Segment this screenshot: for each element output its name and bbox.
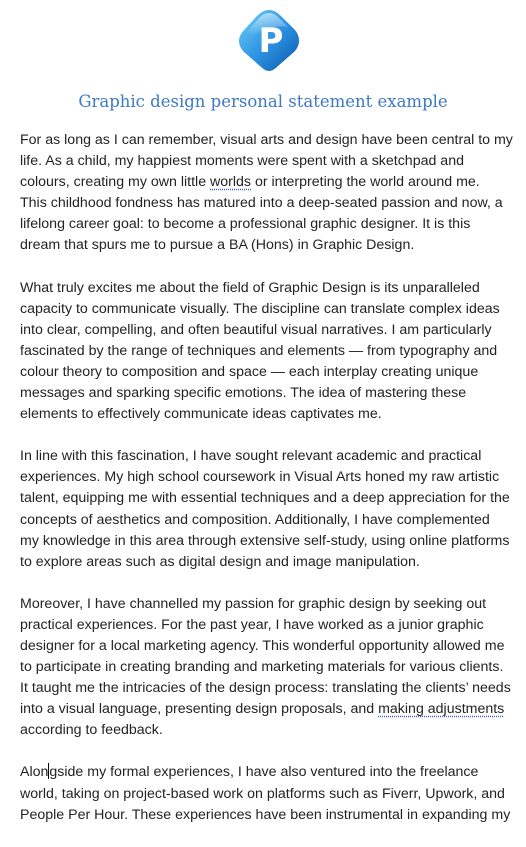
text-line xyxy=(20,193,524,214)
text-segment: into clear, compelling, and often beautiful visual narratives. I am particularly xyxy=(20,321,492,338)
text-line xyxy=(20,805,524,826)
text-segment: according to feedback. xyxy=(20,722,163,739)
text-segment: talent, equipping me with essential techniques and a deep appreciation for the xyxy=(20,490,510,507)
text-line xyxy=(20,531,524,552)
text-segment: Alon xyxy=(20,764,49,781)
text-line xyxy=(20,320,524,341)
text-segment: People Per Hour. These experiences have been instrumental in expanding my xyxy=(20,806,511,823)
paragraph-2 xyxy=(20,278,524,426)
text-line xyxy=(20,615,524,636)
text-line xyxy=(20,151,524,172)
text-segment: dream that spurs me to pursue a BA (Hons) in Graphic Design. xyxy=(20,237,415,254)
text-line xyxy=(20,657,524,678)
text-line xyxy=(20,214,524,235)
text-segment: into a visual language, presenting design proposals, and xyxy=(20,701,379,718)
paragraph-4 xyxy=(20,594,524,742)
text-line xyxy=(20,172,524,193)
logo-letter: P xyxy=(258,21,284,61)
text-line xyxy=(20,383,524,404)
p-diamond-logo-icon xyxy=(238,8,300,72)
document-body[interactable] xyxy=(20,130,524,847)
text-line xyxy=(20,362,524,383)
text-segment: This childhood fondness has matured into a deep-seated passion and now, a xyxy=(20,195,503,212)
text-segment: concepts of aesthetics and composition. Additionally, I have complemented xyxy=(20,511,490,528)
text-segment: colours, creating my own little xyxy=(20,174,211,191)
text-line xyxy=(20,130,524,151)
text-segment: gside my formal experiences, I have also ventured into the freelance xyxy=(49,764,479,781)
text-segment: my knowledge in this area through extensive self-study, using online platforms xyxy=(20,532,510,549)
text-segment: In line with this fascination, I have sought relevant academic and practical xyxy=(20,448,482,465)
text-segment: life. As a child, my happiest moments were spent with a sketchpad and xyxy=(20,153,464,170)
text-segment: colour theory to composition and space — each interplay creating unique xyxy=(20,363,479,380)
text-segment: experiences. My high school coursework in Visual Arts honed my raw artistic xyxy=(20,469,500,486)
text-line xyxy=(20,720,524,741)
text-line xyxy=(20,404,524,425)
text-line xyxy=(20,678,524,699)
document-title: Graphic design personal statement example xyxy=(78,92,448,111)
text-segment: It taught me the intricacies of the design process: translating the clients’ needs xyxy=(20,680,511,697)
paragraph-3 xyxy=(20,446,524,573)
spellcheck-flagged-text: worlds xyxy=(210,174,252,191)
text-segment: fascinated by the range of techniques and elements — from typography and xyxy=(20,342,498,359)
text-line xyxy=(20,636,524,657)
text-segment: or interpreting the world around me. xyxy=(251,174,480,191)
text-segment: elements to effectively communicate ideas captivates me. xyxy=(20,406,382,423)
text-line xyxy=(20,467,524,488)
text-line xyxy=(20,446,524,467)
text-line xyxy=(20,699,524,720)
text-line xyxy=(20,594,524,615)
text-line xyxy=(20,278,524,299)
text-line xyxy=(20,784,524,805)
text-line xyxy=(20,341,524,362)
paragraph-1 xyxy=(20,130,524,257)
text-line xyxy=(20,762,524,783)
text-segment: messages and sparking specific emotions. The idea of mastering these xyxy=(20,385,467,402)
text-line xyxy=(20,299,524,320)
text-segment: capacity to communicate visually. The discipline can translate complex ideas xyxy=(20,300,500,317)
text-segment: practical experiences. For the past year, I have worked as a junior graphic xyxy=(20,616,484,633)
text-line xyxy=(20,235,524,256)
text-segment: Moreover, I have channelled my passion for graphic design by seeking out xyxy=(20,595,487,612)
text-segment: lifelong career goal: to become a professional graphic designer. It is this xyxy=(20,216,471,233)
text-line xyxy=(20,488,524,509)
text-segment: designer for a local marketing agency. This wonderful opportunity allowed me xyxy=(20,637,505,654)
logo xyxy=(238,8,300,72)
text-line xyxy=(20,510,524,531)
spellcheck-flagged-text: making adjustments xyxy=(378,701,505,718)
text-segment: For as long as I can remember, visual arts and design have been central to my xyxy=(20,132,513,148)
text-segment: to explore areas such as digital design and image manipulation. xyxy=(20,553,420,570)
text-segment: to participate in creating branding and marketing materials for various clients. xyxy=(20,659,504,676)
text-segment: world, taking on project-based work on platforms such as Fiverr, Upwork, and xyxy=(20,785,505,802)
text-line xyxy=(20,552,524,573)
text-segment: What truly excites me about the field of Graphic Design is its unparalleled xyxy=(20,279,480,296)
